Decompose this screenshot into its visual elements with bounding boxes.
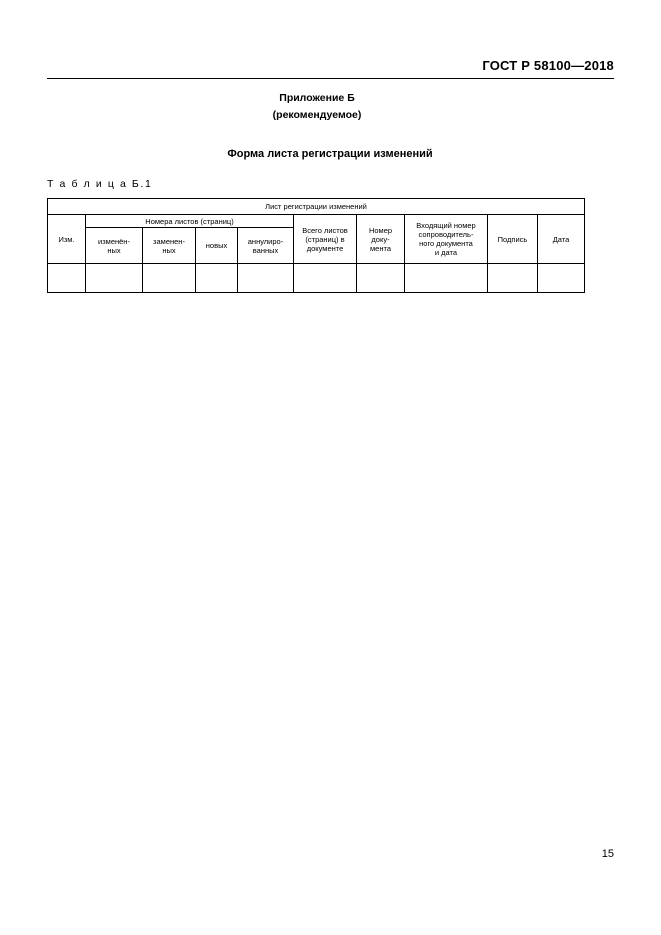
table-row [48,264,585,293]
col-header-changed: изменён- ных [86,228,143,264]
col-header-incoming-number: Входящий номер сопроводитель- ного документа и дата [405,215,488,264]
col-header-signature: Подпись [488,215,538,264]
cell-cancelled [238,264,294,293]
cell-total-sheets [294,264,357,293]
change-registration-table [47,198,585,293]
table-row [48,215,585,228]
col-header-cancelled: аннулиро- ванных [238,228,294,264]
table-row [48,199,585,215]
cell-date [538,264,585,293]
col-header-izm: Изм. [48,215,86,264]
cell-izm [48,264,86,293]
cell-incoming-number [405,264,488,293]
appendix-type: (рекомендуемое) [272,109,362,121]
appendix-label: Приложение Б [279,92,355,104]
cell-new [196,264,238,293]
col-header-replaced: заменен- ных [143,228,196,264]
col-header-document-number: Номер доку- мента [357,215,405,264]
standard-designation: ГОСТ Р 58100—2018 [482,58,614,73]
header-divider [47,78,614,79]
table-caption: Т а б л и ц а Б.1 [47,178,153,190]
col-group-header-sheet-numbers: Номера листов (страниц) [86,215,294,228]
col-header-new: новых [196,228,238,264]
section-title: Форма листа регистрации изменений [227,148,433,160]
appendix-heading [47,90,587,124]
cell-signature [488,264,538,293]
cell-changed [86,264,143,293]
cell-replaced [143,264,196,293]
col-header-date: Дата [538,215,585,264]
table-title-cell: Лист регистрации изменений [48,199,585,215]
cell-document-number [357,264,405,293]
col-header-total-sheets: Всего листов (страниц) в документе [294,215,357,264]
page-number: 15 [601,848,614,860]
